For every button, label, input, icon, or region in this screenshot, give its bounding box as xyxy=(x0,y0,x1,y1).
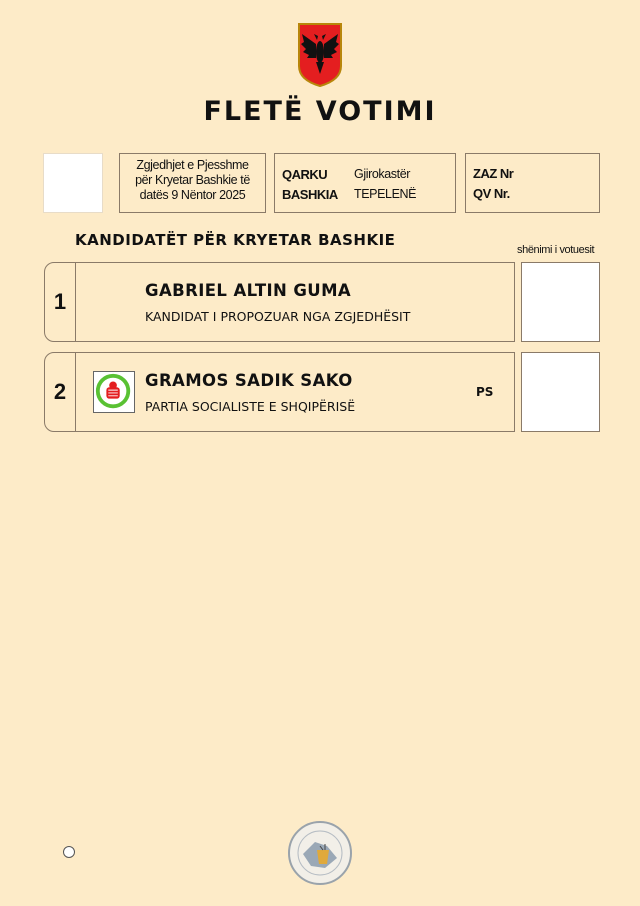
section-title: KANDIDATËT PËR KRYETAR BASHKIE xyxy=(75,231,396,249)
election-line2: për Kryetar Bashkie të xyxy=(135,173,250,187)
candidate-row-1 xyxy=(44,262,515,342)
candidate-row-2 xyxy=(44,352,515,432)
candidate-affiliation: KANDIDAT I PROPOZUAR NGA ZGJEDHËSIT xyxy=(145,309,411,324)
candidate-number xyxy=(45,353,76,431)
qarku-label: QARKU xyxy=(282,166,328,182)
candidate-name: GABRIEL ALTIN GUMA xyxy=(145,281,352,300)
qarku-value: Gjirokastër xyxy=(354,166,411,181)
election-info-box xyxy=(119,153,266,213)
candidate-number-text: 1 xyxy=(53,289,67,314)
rose-fist-logo-icon xyxy=(94,372,134,412)
party-abbreviation: PS xyxy=(476,385,494,399)
election-date-prefix: datës xyxy=(139,188,169,202)
election-date: 9 Nëntor 2025 xyxy=(171,188,246,202)
albania-eagle-emblem-icon xyxy=(297,22,343,88)
vote-box-1[interactable] xyxy=(521,262,600,342)
stamp-box xyxy=(43,153,103,213)
punch-hole-icon xyxy=(63,846,75,858)
election-line1: Zgjedhjet e Pjesshme xyxy=(136,158,249,172)
zone-box xyxy=(465,153,600,213)
ballot-title: FLETË VOTIMI xyxy=(203,96,437,127)
candidate-affiliation: PARTIA SOCIALISTE E SHQIPËRISË xyxy=(145,399,356,414)
election-line3 xyxy=(120,188,265,203)
cec-seal-icon xyxy=(287,820,353,886)
vote-box-2[interactable] xyxy=(521,352,600,432)
zaz-label: ZAZ Nr xyxy=(473,166,514,181)
bashkia-label: BASHKIA xyxy=(282,186,338,202)
candidate-number-text: 2 xyxy=(53,379,67,404)
region-box xyxy=(274,153,456,213)
qv-label: QV Nr. xyxy=(473,186,510,201)
candidate-name: GRAMOS SADIK SAKO xyxy=(145,371,353,390)
bashkia-value: TEPELENË xyxy=(354,186,417,201)
voter-note-label: shënimi i votuesit xyxy=(517,244,595,256)
candidate-number xyxy=(45,263,76,341)
party-logo-box xyxy=(93,371,135,413)
